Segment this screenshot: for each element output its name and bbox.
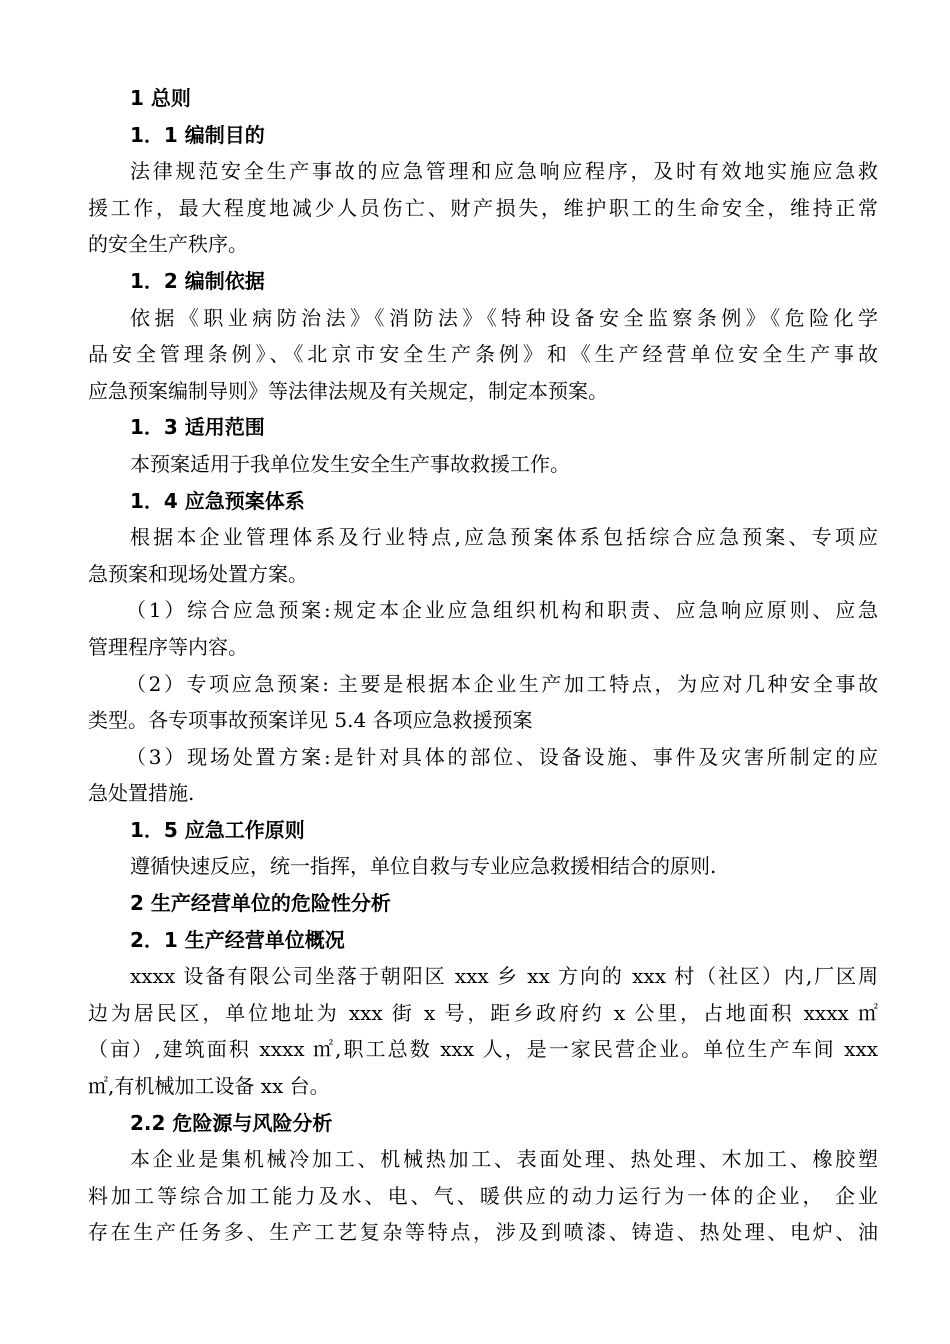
list-item-line: 类型。各专项事故预案详见 5.4 各项应急救援预案	[88, 708, 533, 733]
paragraph-line: 的安全生产秩序。	[88, 232, 248, 257]
paragraph-line: 急预案和现场处置方案。	[88, 561, 308, 586]
heading-hazard-sources: 2.2 危险源与风险分析	[130, 1110, 333, 1135]
heading-overview: 2．1 生产经营单位概况	[130, 927, 345, 952]
paragraph-line: 品安全管理条例》、《北京市安全生产条例》和《生产经营单位安全生产事故	[88, 342, 878, 367]
paragraph-line: xxxx 设备有限公司坐落于朝阳区 xxx 乡 xx 方向的 xxx 村（社区）内,厂区周	[130, 964, 878, 989]
paragraph-line: 边为居民区，单位地址为 xxx 街 x 号，距乡政府约 x 公里，占地面积 xxxx ㎡	[88, 1000, 878, 1025]
paragraph-line: 法律规范安全生产事故的应急管理和应急响应程序，及时有效地实施应急救	[130, 159, 878, 184]
heading-scope: 1．3 适用范围	[130, 415, 265, 440]
list-item-line: （1）综合应急预案:规定本企业应急组织机构和职责、应急响应原则、应急	[126, 598, 878, 623]
list-item-line: 急处置措施.	[88, 781, 195, 806]
paragraph-line: （亩）,建筑面积 xxxx ㎡,职工总数 xxx 人，是一家民营企业。单位生产车间 xxx	[88, 1037, 878, 1062]
heading-basis: 1．2 编制依据	[130, 268, 265, 293]
paragraph-line: 应急预案编制导则》等法律法规及有关规定，制定本预案。	[88, 378, 608, 403]
heading-purpose: 1．1 编制目的	[130, 122, 265, 147]
document-page	[88, 80, 878, 1251]
list-item-line: （2）专项应急预案: 主要是根据本企业生产加工特点，为应对几种安全事故	[126, 671, 878, 696]
list-item-line: （3）现场处置方案:是针对具体的部位、设备设施、事件及灾害所制定的应	[126, 744, 878, 769]
paragraph-line: 料加工等综合加工能力及水、电、气、暖供应的动力运行为一体的企业， 企业	[88, 1183, 878, 1208]
heading-plan-system: 1．4 应急预案体系	[130, 488, 305, 513]
paragraph-line: 根据本企业管理体系及行业特点,应急预案体系包括综合应急预案、专项应	[130, 525, 878, 550]
paragraph-line: 援工作，最大程度地减少人员伤亡、财产损失，维护职工的生命安全，维持正常	[88, 195, 878, 220]
paragraph-line: 本企业是集机械冷加工、机械热加工、表面处理、热处理、木加工、橡胶塑	[130, 1147, 878, 1172]
paragraph-line: 存在生产任务多、生产工艺复杂等特点，涉及到喷漆、铸造、热处理、电炉、油	[88, 1220, 878, 1245]
heading-principles: 1．5 应急工作原则	[130, 817, 305, 842]
heading-risk-analysis: 2 生产经营单位的危险性分析	[130, 891, 391, 916]
paragraph-line: 遵循快速反应，统一指挥，单位自救与专业应急救援相结合的原则.	[130, 854, 717, 879]
paragraph-line: 本预案适用于我单位发生安全生产事故救援工作。	[130, 451, 570, 476]
heading-general-provisions: 1 总则	[130, 86, 191, 110]
paragraph-line: 依据《职业病防治法》《消防法》《特种设备安全监察条例》《危险化学	[130, 305, 878, 330]
paragraph-line: ㎡,有机械加工设备 xx 台。	[88, 1074, 330, 1099]
list-item-line: 管理程序等内容。	[88, 634, 248, 659]
